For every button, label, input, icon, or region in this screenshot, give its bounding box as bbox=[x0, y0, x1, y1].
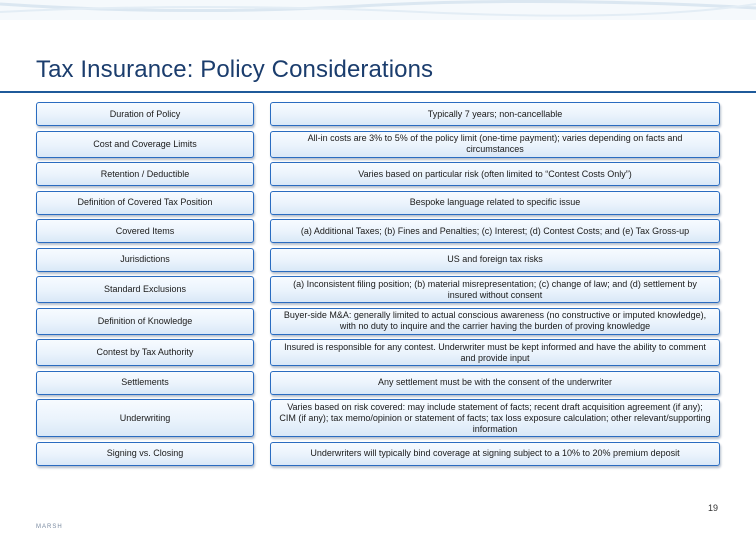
marsh-logo: MARSH bbox=[36, 524, 63, 530]
table-row bbox=[36, 219, 720, 243]
header-decoration bbox=[0, 0, 756, 20]
page-number: 19 bbox=[707, 503, 718, 513]
table-row bbox=[36, 339, 720, 366]
row-label: Retention / Deductible bbox=[36, 162, 254, 186]
table-row bbox=[36, 131, 720, 158]
page-title: Tax Insurance: Policy Considerations bbox=[36, 56, 434, 83]
row-label: Cost and Coverage Limits bbox=[36, 131, 254, 158]
row-label: Definition of Knowledge bbox=[36, 308, 254, 335]
table-row bbox=[36, 102, 720, 126]
row-value: Bespoke language related to specific issue bbox=[270, 191, 720, 215]
row-label: Signing vs. Closing bbox=[36, 442, 254, 466]
row-value: Insured is responsible for any contest. Underwriter must be kept informed and have the ability to comment and provide input bbox=[270, 339, 720, 366]
table-row bbox=[36, 191, 720, 215]
row-value: Underwriters will typically bind coverage at signing subject to a 10% to 20% premium deposit bbox=[270, 442, 720, 466]
row-value: US and foreign tax risks bbox=[270, 248, 720, 272]
row-label: Standard Exclusions bbox=[36, 276, 254, 303]
row-value: (a) Additional Taxes; (b) Fines and Penalties; (c) Interest; (d) Contest Costs; and (e) Tax Gross-up bbox=[270, 219, 720, 243]
row-value: Buyer-side M&A: generally limited to actual conscious awareness (no constructive or imputed knowledge), with no duty to inquire and the carrier having the burden of proving knowledge bbox=[270, 308, 720, 335]
row-value: All-in costs are 3% to 5% of the policy limit (one-time payment); varies depending on facts and circumstances bbox=[270, 131, 720, 158]
row-label: Covered Items bbox=[36, 219, 254, 243]
row-value: Typically 7 years; non-cancellable bbox=[270, 102, 720, 126]
table-row bbox=[36, 442, 720, 466]
row-label: Underwriting bbox=[36, 399, 254, 437]
row-label: Jurisdictions bbox=[36, 248, 254, 272]
row-value: Varies based on risk covered: may include statement of facts; recent draft acquisition agreement (if any); CIM (if any); tax memo/opinion or statement of facts; tax loss exposure calculation; other relevant/supporting information bbox=[270, 399, 720, 437]
header-band bbox=[0, 0, 756, 20]
table-row bbox=[36, 399, 720, 437]
table-row bbox=[36, 248, 720, 272]
row-value: Any settlement must be with the consent of the underwriter bbox=[270, 371, 720, 395]
table-row bbox=[36, 308, 720, 335]
considerations-table bbox=[36, 102, 720, 470]
row-value: (a) Inconsistent filing position; (b) material misrepresentation; (c) change of law; and (d) settlement by insured without consent bbox=[270, 276, 720, 303]
table-row bbox=[36, 162, 720, 186]
table-row bbox=[36, 371, 720, 395]
row-label: Definition of Covered Tax Position bbox=[36, 191, 254, 215]
row-label: Duration of Policy bbox=[36, 102, 254, 126]
row-value: Varies based on particular risk (often limited to “Contest Costs Only”) bbox=[270, 162, 720, 186]
row-label: Contest by Tax Authority bbox=[36, 339, 254, 366]
title-divider bbox=[0, 91, 756, 93]
row-label: Settlements bbox=[36, 371, 254, 395]
table-row bbox=[36, 276, 720, 303]
